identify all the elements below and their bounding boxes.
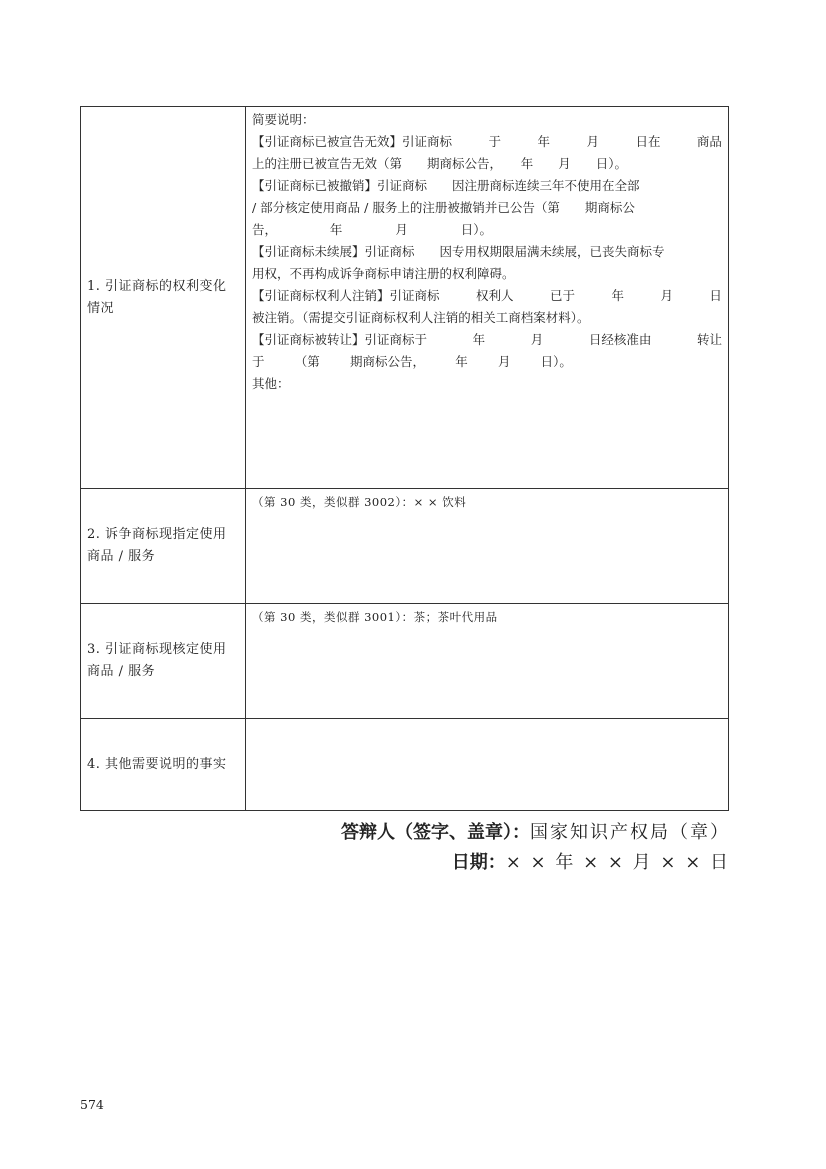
transferred-line: 【引证商标被转让】引证商标于 年 月 日经核准由 转让 — [252, 332, 722, 347]
date-line — [341, 848, 730, 878]
invalidated-line-2: 上的注册已被宣告无效（第 期商标公告， 年 月 日）。 — [252, 156, 628, 171]
row-cited-goods — [81, 604, 729, 719]
signature-line — [341, 818, 730, 848]
revoked-line: 【引证商标已被撤销】引证商标 因注册商标连续三年不使用在全部 — [252, 178, 640, 193]
row-label: 1. 引证商标的权利变化情况 — [81, 107, 246, 489]
rights-change-content — [246, 107, 729, 489]
goods-text: （第 30 类，类似群 3002）：× × 饮料 — [252, 495, 467, 509]
invalidated-line: 【引证商标已被宣告无效】引证商标 于 年 月 日在 商品 — [252, 134, 722, 149]
owner-cancelled-line-2: 被注销。（需提交引证商标权利人注销的相关工商档案材料）。 — [252, 310, 590, 325]
date-label: 日期： — [451, 852, 506, 873]
cited-goods-content — [246, 604, 729, 719]
other-facts-content — [246, 719, 729, 811]
row-other-facts — [81, 719, 729, 811]
row-label: 2. 诉争商标现指定使用商品 / 服务 — [81, 489, 246, 604]
goods-text: （第 30 类，类似群 3001）：茶；茶叶代用品 — [252, 610, 498, 624]
owner-cancelled-line: 【引证商标权利人注销】引证商标 权利人 已于 年 月 日 — [252, 288, 722, 303]
row-rights-change — [81, 107, 729, 489]
signature-block — [341, 818, 730, 878]
not-renewed-line: 【引证商标未续展】引证商标 因专用权期限届满未续展，已丧失商标专 — [252, 244, 665, 259]
revoked-line-3: 告， 年 月 日）。 — [252, 222, 492, 237]
date-value: × × 年 × × 月 × × 日 — [505, 852, 730, 873]
other-text: 其他： — [252, 376, 290, 391]
revoked-line-2: / 部分核定使用商品 / 服务上的注册被撤销并已公告（第 期商标公 — [252, 200, 635, 215]
transferred-line-2: 于 （第 期商标公告， 年 月 日）。 — [252, 354, 572, 369]
signature-label: 答辩人（签字、盖章）： — [341, 822, 530, 843]
page-number: 574 — [80, 1097, 104, 1112]
intro-text: 简要说明： — [252, 112, 315, 127]
response-form-table — [80, 106, 729, 811]
signature-value: 国家知识产权局（章） — [530, 822, 730, 843]
row-label: 3. 引证商标现核定使用商品 / 服务 — [81, 604, 246, 719]
not-renewed-line-2: 用权，不再构成诉争商标申请注册的权利障碍。 — [252, 266, 515, 281]
row-disputed-goods — [81, 489, 729, 604]
row-label: 4. 其他需要说明的事实 — [81, 719, 246, 811]
disputed-goods-content — [246, 489, 729, 604]
